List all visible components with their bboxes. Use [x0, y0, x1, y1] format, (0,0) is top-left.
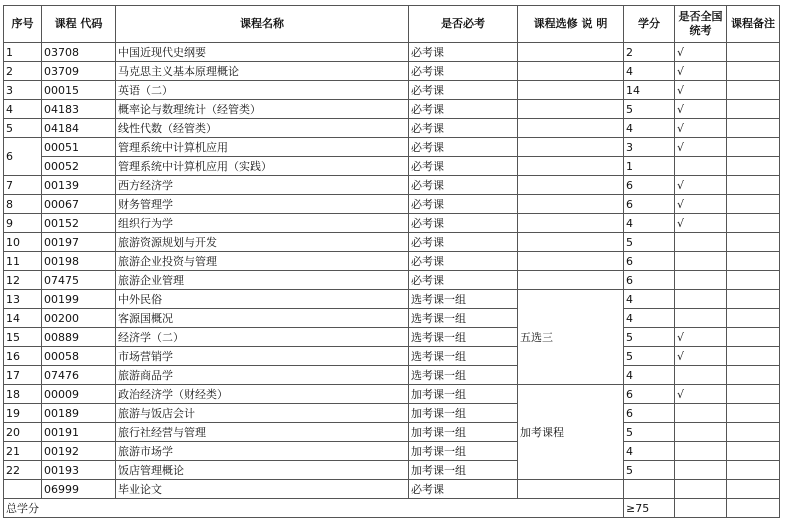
course-table	[3, 5, 780, 518]
table-row	[4, 290, 780, 309]
cell-remark	[727, 385, 780, 404]
cell-national: √	[675, 214, 727, 233]
cell-code: 00051	[42, 138, 116, 157]
cell-national: √	[675, 62, 727, 81]
cell-required: 必考课	[409, 100, 518, 119]
cell-seq: 1	[4, 43, 42, 62]
cell-code: 00052	[42, 157, 116, 176]
cell-elective-note	[518, 119, 624, 138]
cell-code: 00139	[42, 176, 116, 195]
cell-seq: 2	[4, 62, 42, 81]
cell-code: 00191	[42, 423, 116, 442]
cell-seq: 17	[4, 366, 42, 385]
cell-name: 政治经济学（财经类）	[116, 385, 409, 404]
cell-national	[675, 233, 727, 252]
cell-code: 00058	[42, 347, 116, 366]
cell-national	[675, 499, 727, 518]
cell-remark	[727, 366, 780, 385]
cell-seq: 3	[4, 81, 42, 100]
cell-name: 旅游商品学	[116, 366, 409, 385]
cell-required: 加考课一组	[409, 442, 518, 461]
header-required: 是否必考	[409, 6, 518, 43]
cell-required: 选考课一组	[409, 347, 518, 366]
cell-credits: 5	[624, 100, 675, 119]
table-row	[4, 404, 780, 423]
cell-credits: 4	[624, 366, 675, 385]
table-row	[4, 157, 780, 176]
cell-remark	[727, 328, 780, 347]
header-elective-note: 课程选修 说 明	[518, 6, 624, 43]
cell-name: 英语（二）	[116, 81, 409, 100]
cell-elective-note	[518, 138, 624, 157]
cell-elective-note	[518, 81, 624, 100]
cell-name: 客源国概况	[116, 309, 409, 328]
cell-remark	[727, 309, 780, 328]
cell-required: 选考课一组	[409, 366, 518, 385]
cell-name: 马克思主义基本原理概论	[116, 62, 409, 81]
cell-elective-note	[518, 480, 624, 499]
cell-code: 00200	[42, 309, 116, 328]
cell-national	[675, 271, 727, 290]
cell-national	[675, 252, 727, 271]
cell-elective-note	[518, 176, 624, 195]
cell-national	[675, 442, 727, 461]
table-row	[4, 81, 780, 100]
cell-name: 财务管理学	[116, 195, 409, 214]
cell-remark	[727, 252, 780, 271]
cell-seq: 14	[4, 309, 42, 328]
cell-remark	[727, 157, 780, 176]
cell-seq: 22	[4, 461, 42, 480]
cell-code: 00009	[42, 385, 116, 404]
cell-remark	[727, 214, 780, 233]
cell-seq: 6	[4, 138, 42, 176]
cell-seq: 12	[4, 271, 42, 290]
cell-national: √	[675, 100, 727, 119]
cell-national	[675, 366, 727, 385]
cell-name: 旅行社经营与管理	[116, 423, 409, 442]
cell-remark	[727, 499, 780, 518]
table-row	[4, 195, 780, 214]
cell-remark	[727, 119, 780, 138]
cell-national: √	[675, 195, 727, 214]
cell-name: 饭店管理概论	[116, 461, 409, 480]
cell-required: 加考课一组	[409, 461, 518, 480]
cell-code: 00015	[42, 81, 116, 100]
cell-elective-note	[518, 43, 624, 62]
cell-credits: 5	[624, 328, 675, 347]
table-row	[4, 442, 780, 461]
cell-remark	[727, 404, 780, 423]
cell-seq: 7	[4, 176, 42, 195]
cell-required: 选考课一组	[409, 328, 518, 347]
cell-credits: 4	[624, 214, 675, 233]
table-row	[4, 43, 780, 62]
cell-elective-note	[518, 233, 624, 252]
cell-credits: 5	[624, 423, 675, 442]
cell-credits: 14	[624, 81, 675, 100]
elective-group-note: 五选三	[518, 290, 624, 385]
cell-credits: 4	[624, 309, 675, 328]
cell-name: 组织行为学	[116, 214, 409, 233]
cell-seq: 5	[4, 119, 42, 138]
additional-group-note: 加考课程	[518, 385, 624, 480]
table-row	[4, 233, 780, 252]
cell-name: 管理系统中计算机应用	[116, 138, 409, 157]
cell-national	[675, 290, 727, 309]
cell-elective-note	[518, 214, 624, 233]
cell-remark	[727, 271, 780, 290]
cell-code: 06999	[42, 480, 116, 499]
cell-required: 必考课	[409, 252, 518, 271]
table-row	[4, 461, 780, 480]
table-row	[4, 138, 780, 157]
cell-required: 必考课	[409, 195, 518, 214]
cell-national	[675, 404, 727, 423]
table-row	[4, 347, 780, 366]
cell-code: 00189	[42, 404, 116, 423]
cell-code: 00152	[42, 214, 116, 233]
cell-national	[675, 423, 727, 442]
header-remark: 课程备注	[727, 6, 780, 43]
cell-elective-note	[518, 62, 624, 81]
cell-remark	[727, 347, 780, 366]
table-row	[4, 214, 780, 233]
cell-required: 加考课一组	[409, 404, 518, 423]
cell-required: 必考课	[409, 43, 518, 62]
cell-remark	[727, 176, 780, 195]
cell-national: √	[675, 176, 727, 195]
cell-credits: 4	[624, 290, 675, 309]
table-row	[4, 423, 780, 442]
cell-national	[675, 309, 727, 328]
table-row	[4, 176, 780, 195]
cell-credits	[624, 480, 675, 499]
cell-remark	[727, 461, 780, 480]
cell-name: 线性代数（经管类）	[116, 119, 409, 138]
cell-required: 必考课	[409, 81, 518, 100]
table-row	[4, 366, 780, 385]
cell-name: 旅游企业投资与管理	[116, 252, 409, 271]
cell-credits: 3	[624, 138, 675, 157]
cell-elective-note	[518, 157, 624, 176]
cell-code: 03708	[42, 43, 116, 62]
cell-remark	[727, 43, 780, 62]
cell-code: 00192	[42, 442, 116, 461]
cell-national	[675, 480, 727, 499]
cell-credits: 4	[624, 62, 675, 81]
cell-seq	[4, 480, 42, 499]
cell-national: √	[675, 119, 727, 138]
cell-remark	[727, 233, 780, 252]
cell-code: 00889	[42, 328, 116, 347]
header-code: 课程 代码	[42, 6, 116, 43]
cell-code: 07475	[42, 271, 116, 290]
cell-required: 必考课	[409, 480, 518, 499]
cell-required: 必考课	[409, 176, 518, 195]
cell-national: √	[675, 347, 727, 366]
cell-credits: 6	[624, 195, 675, 214]
cell-required: 选考课一组	[409, 290, 518, 309]
cell-remark	[727, 195, 780, 214]
header-national: 是否全国统考	[675, 6, 727, 43]
table-row	[4, 328, 780, 347]
cell-name: 概率论与数理统计（经管类）	[116, 100, 409, 119]
cell-required: 加考课一组	[409, 385, 518, 404]
cell-credits: 1	[624, 157, 675, 176]
table-row	[4, 271, 780, 290]
total-credits: ≥75	[624, 499, 675, 518]
cell-national: √	[675, 138, 727, 157]
cell-required: 必考课	[409, 271, 518, 290]
cell-seq: 11	[4, 252, 42, 271]
cell-credits: 5	[624, 347, 675, 366]
table-row	[4, 100, 780, 119]
cell-national: √	[675, 43, 727, 62]
cell-name: 市场营销学	[116, 347, 409, 366]
cell-required: 必考课	[409, 119, 518, 138]
cell-code: 00197	[42, 233, 116, 252]
table-row	[4, 62, 780, 81]
table-row	[4, 252, 780, 271]
total-row	[4, 499, 780, 518]
cell-elective-note	[518, 252, 624, 271]
table-row	[4, 480, 780, 499]
cell-code: 04184	[42, 119, 116, 138]
cell-code: 00193	[42, 461, 116, 480]
cell-required: 必考课	[409, 214, 518, 233]
cell-required: 必考课	[409, 233, 518, 252]
cell-required: 必考课	[409, 138, 518, 157]
cell-remark	[727, 423, 780, 442]
cell-seq: 15	[4, 328, 42, 347]
cell-seq: 10	[4, 233, 42, 252]
cell-credits: 5	[624, 461, 675, 480]
cell-name: 经济学（二）	[116, 328, 409, 347]
header-row	[4, 6, 780, 43]
cell-name: 旅游与饭店会计	[116, 404, 409, 423]
header-seq: 序号	[4, 6, 42, 43]
cell-name: 管理系统中计算机应用（实践）	[116, 157, 409, 176]
cell-seq: 20	[4, 423, 42, 442]
cell-national	[675, 461, 727, 480]
cell-credits: 6	[624, 271, 675, 290]
cell-national	[675, 157, 727, 176]
header-name: 课程名称	[116, 6, 409, 43]
header-credits: 学分	[624, 6, 675, 43]
cell-seq: 8	[4, 195, 42, 214]
cell-national: √	[675, 385, 727, 404]
cell-remark	[727, 138, 780, 157]
cell-seq: 4	[4, 100, 42, 119]
cell-name: 中外民俗	[116, 290, 409, 309]
cell-code: 07476	[42, 366, 116, 385]
cell-remark	[727, 62, 780, 81]
cell-required: 加考课一组	[409, 423, 518, 442]
cell-seq: 16	[4, 347, 42, 366]
cell-seq: 19	[4, 404, 42, 423]
cell-credits: 4	[624, 119, 675, 138]
table-row	[4, 309, 780, 328]
cell-name: 旅游企业管理	[116, 271, 409, 290]
cell-credits: 6	[624, 404, 675, 423]
cell-name: 旅游市场学	[116, 442, 409, 461]
cell-credits: 5	[624, 233, 675, 252]
cell-remark	[727, 480, 780, 499]
cell-remark	[727, 81, 780, 100]
cell-seq: 13	[4, 290, 42, 309]
total-label: 总学分	[4, 499, 624, 518]
cell-elective-note	[518, 195, 624, 214]
cell-code: 04183	[42, 100, 116, 119]
cell-name: 西方经济学	[116, 176, 409, 195]
cell-code: 03709	[42, 62, 116, 81]
cell-seq: 21	[4, 442, 42, 461]
cell-seq: 18	[4, 385, 42, 404]
cell-seq: 9	[4, 214, 42, 233]
cell-national: √	[675, 328, 727, 347]
cell-name: 毕业论文	[116, 480, 409, 499]
cell-name: 中国近现代史纲要	[116, 43, 409, 62]
cell-elective-note	[518, 100, 624, 119]
cell-remark	[727, 100, 780, 119]
cell-code: 00199	[42, 290, 116, 309]
table-row	[4, 119, 780, 138]
cell-required: 必考课	[409, 157, 518, 176]
cell-credits: 6	[624, 176, 675, 195]
cell-required: 必考课	[409, 62, 518, 81]
cell-required: 选考课一组	[409, 309, 518, 328]
cell-credits: 6	[624, 385, 675, 404]
cell-name: 旅游资源规划与开发	[116, 233, 409, 252]
cell-national: √	[675, 81, 727, 100]
cell-credits: 2	[624, 43, 675, 62]
cell-code: 00067	[42, 195, 116, 214]
cell-elective-note	[518, 271, 624, 290]
cell-remark	[727, 442, 780, 461]
cell-credits: 6	[624, 252, 675, 271]
cell-code: 00198	[42, 252, 116, 271]
cell-remark	[727, 290, 780, 309]
table-row	[4, 385, 780, 404]
cell-credits: 4	[624, 442, 675, 461]
